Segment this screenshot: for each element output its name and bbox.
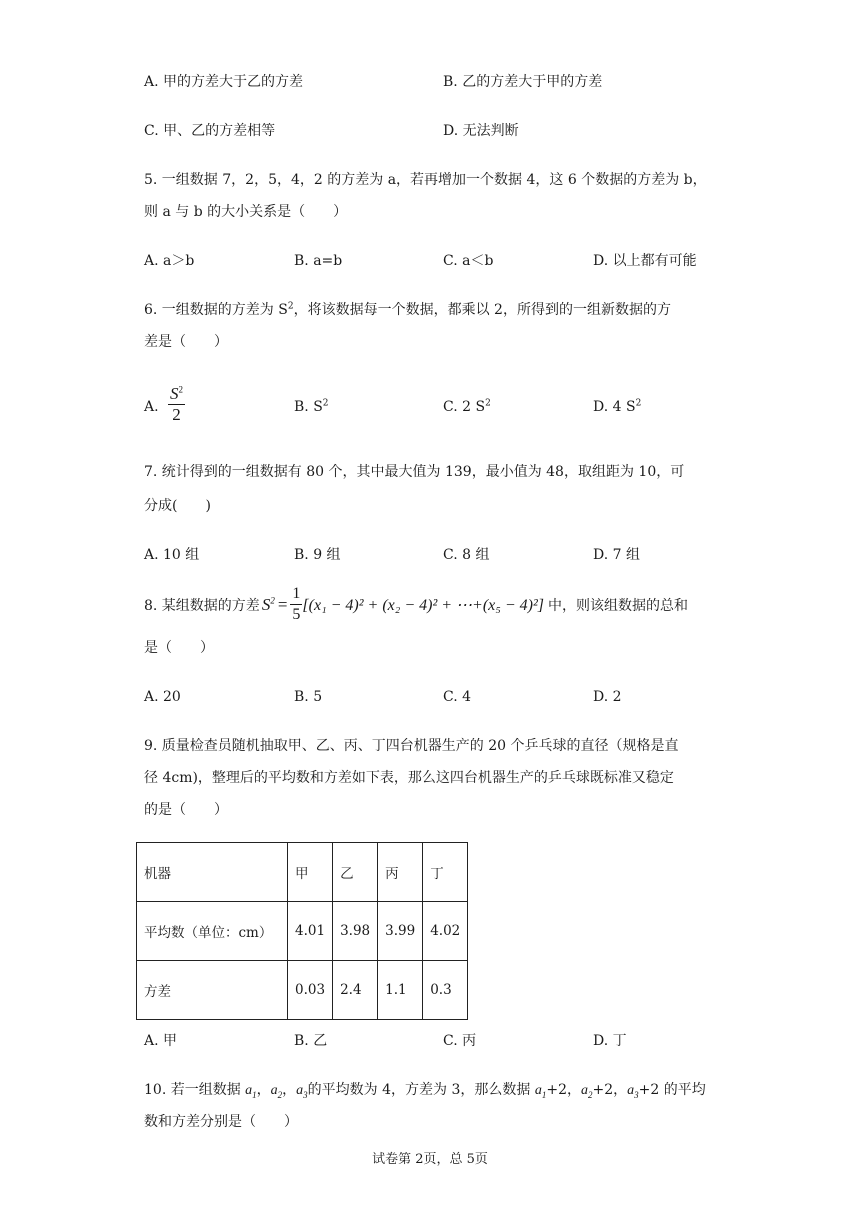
q6-stem-line2: 差是（ ） (144, 334, 228, 350)
q5-option-d: D. 以上都有可能 (593, 253, 697, 269)
q8-option-b: B. 5 (294, 689, 323, 705)
q6-option-a-label: A. (144, 399, 159, 415)
q6-option-d-sup: 2 (635, 398, 642, 409)
q9-option-a: A. 甲 (144, 1033, 178, 1049)
table-cell: 乙 (333, 843, 378, 902)
table-header-row (137, 843, 468, 902)
q8-fraction (290, 584, 302, 625)
q6-option-c-text: C. 2 S (443, 399, 486, 415)
q5-option-a: A. a＞b (144, 253, 195, 269)
table-cell: 0.03 (288, 961, 333, 1020)
table-cell: 平均数（单位：cm） (137, 902, 288, 961)
q9-option-d: D. 丁 (593, 1033, 627, 1049)
page-footer: 试卷第 2页，总 5页 (372, 1152, 488, 1167)
q10-stem-line1 (144, 1080, 706, 1101)
q6-option-d-text: D. 4 S (593, 399, 636, 415)
q10-b2-sub: 2 (587, 1089, 593, 1100)
q10-b3-tail: +2 的平均 (638, 1082, 706, 1098)
q6-a-numerator-sup: 2 (178, 384, 183, 395)
q10-b1 (535, 1083, 547, 1098)
q7-stem-line2: 分成( ) (144, 498, 211, 514)
q4-option-d: D. 无法判断 (443, 123, 519, 139)
q6-option-b-text: B. S (294, 399, 323, 415)
q10-b1-sub: 1 (541, 1089, 547, 1100)
q5-stem-line1: 5. 一组数据 7，2，5，4，2 的方差为 a，若再增加一个数据 4，这 6 个数据的方差为 b， (144, 172, 707, 188)
q8-equals-sign: = (277, 594, 288, 614)
q9-option-b: B. 乙 (294, 1033, 328, 1049)
q6-stem-line1 (144, 300, 671, 320)
q8-frac-numerator: 1 (290, 584, 302, 605)
q8-formula-lhs (262, 595, 275, 615)
q9-stem-line3: 的是（ ） (144, 802, 228, 818)
table-cell: 3.98 (333, 902, 378, 961)
q10-a3 (296, 1083, 308, 1098)
q8-stem-line2: 是（ ） (144, 640, 214, 656)
q10-a1 (245, 1083, 257, 1098)
table-cell: 3.99 (378, 902, 423, 961)
q10-a1-sub: 1 (252, 1089, 257, 1100)
q10-part1: 10. 若一组数据 (144, 1082, 241, 1098)
q10-a1-symbol: a (245, 1083, 253, 1098)
q4-option-b: B. 乙的方差大于甲的方差 (443, 74, 603, 90)
table-cell: 0.3 (423, 961, 468, 1020)
q5-option-c: C. a＜b (443, 253, 494, 269)
q5-stem-line2: 则 a 与 b 的大小关系是（ ） (144, 204, 348, 220)
q6-option-c (443, 397, 491, 417)
q10-a2 (271, 1083, 283, 1098)
q8-frac-denominator: 5 (292, 606, 301, 623)
q10-a2-symbol: a (270, 1083, 278, 1098)
q8-option-d: D. 2 (593, 689, 622, 705)
q10-b3-symbol: a (627, 1083, 635, 1098)
q6-option-d (593, 397, 641, 417)
q8-suffix: 中，则该组数据的总和 (548, 597, 688, 614)
q10-b2 (581, 1083, 593, 1098)
q10-a2-sub: 2 (277, 1089, 283, 1100)
table-cell: 4.02 (423, 902, 468, 961)
q6-a-numerator: S (170, 384, 179, 403)
q8-lhs-symbol: S (261, 594, 271, 614)
q10-b1-symbol: a (534, 1083, 542, 1098)
q10-a3-symbol: a (296, 1083, 304, 1098)
q9-stem-line2: 径 4cm)，整理后的平均数和方差如下表，那么这四台机器生产的乒乓球既标准又稳定 (144, 770, 674, 786)
q6-option-b (294, 397, 329, 417)
q10-b2-symbol: a (580, 1083, 588, 1098)
q7-option-c: C. 8 组 (443, 547, 490, 563)
q6-option-c-sup: 2 (485, 398, 491, 409)
q4-option-c: C. 甲、乙的方差相等 (144, 123, 276, 139)
q10-part2: 的平均数为 4，方差为 3，那么数据 (307, 1082, 531, 1098)
q10-b3-sub: 3 (634, 1089, 639, 1100)
q6-line1-sup: 2 (287, 301, 294, 312)
table-cell: 方差 (137, 961, 288, 1020)
q9-option-c: C. 丙 (443, 1033, 477, 1049)
q10-b2-tail: +2， (592, 1082, 628, 1098)
q6-a-denominator: 2 (172, 405, 181, 424)
q6-line1-part2: ，将该数据每一个数据，都乘以 2，所得到的一组新数据的方 (293, 302, 671, 318)
q10-sep2: ， (282, 1082, 297, 1098)
q6-line1-part1: 6. 一组数据的方差为 S (144, 302, 288, 318)
q7-option-b: B. 9 组 (294, 547, 341, 563)
q10-stem-line2: 数和方差分别是（ ） (144, 1114, 298, 1130)
table-row (137, 902, 468, 961)
q8-option-c: C. 4 (443, 689, 472, 705)
table-cell: 机器 (137, 843, 288, 902)
q8-formula-body: [(x₁ − 4)² + (x₂ − 4)² + ⋯+(x₅ − 4)²] (302, 596, 544, 614)
table-cell: 丙 (378, 843, 423, 902)
q10-b1-tail: +2， (546, 1082, 581, 1098)
q10-b3 (627, 1083, 639, 1098)
q7-option-a: A. 10 组 (144, 547, 200, 563)
table-cell: 1.1 (378, 961, 423, 1020)
q4-option-a: A. 甲的方差大于乙的方差 (144, 74, 304, 90)
table-cell: 甲 (288, 843, 333, 902)
table-cell: 丁 (423, 843, 468, 902)
q10-a3-sub: 3 (303, 1089, 308, 1100)
q9-data-table (136, 842, 468, 1020)
q7-stem-line1: 7. 统计得到的一组数据有 80 个，其中最大值为 139，最小值为 48，取组距为 10，可 (144, 464, 685, 480)
table-row (137, 961, 468, 1020)
q8-option-a: A. 20 (144, 689, 181, 705)
q10-sep1: ， (256, 1082, 271, 1098)
q9-stem-line1: 9. 质量检查员随机抽取甲、乙、丙、丁四台机器生产的 20 个乒乓球的直径（规格是直 (144, 738, 679, 754)
table-cell: 4.01 (288, 902, 333, 961)
q8-lhs-sup: 2 (270, 594, 275, 605)
q7-option-d: D. 7 组 (593, 547, 640, 563)
q8-prefix: 8. 某组数据的方差 (144, 597, 260, 614)
q8-stem-line1 (144, 584, 688, 625)
q5-option-b: B. a=b (294, 253, 343, 269)
q6-option-b-sup: 2 (322, 398, 329, 409)
table-cell: 2.4 (333, 961, 378, 1020)
q6-option-a-fraction (168, 384, 185, 425)
